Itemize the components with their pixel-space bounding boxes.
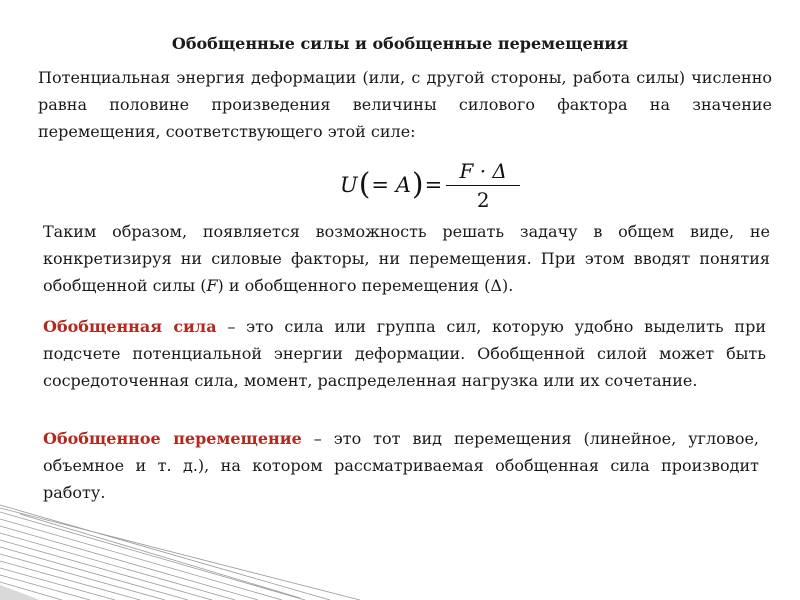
term-generalized-force: Обобщенная сила	[43, 317, 217, 336]
formula-close-paren: )	[411, 167, 424, 202]
paragraph2-text-after: ) и обобщенного перемещения (Δ).	[217, 276, 514, 295]
formula-denominator: 2	[476, 187, 490, 212]
formula-open-paren: (	[358, 167, 371, 202]
generalized-force-definition: – это сила или группа сил, которую удобно выделить при подсчете потенциальной энергии деформации. Обобщенной силой может быть сосредоточенная сила, момент, распределенная нагрузка или их сочетание.	[43, 317, 766, 390]
formula-energy	[340, 160, 520, 210]
paragraph-generalized-force	[43, 313, 766, 394]
paragraph-general-form	[43, 218, 770, 299]
term-generalized-displacement: Обобщенное перемещение	[43, 429, 302, 448]
paragraph2-text-before: Таким образом, появляется возможность решать задачу в общем виде, не конкретизируя ни силовые факторы, ни перемещения. При этом вводят понятия обобщенной силы (	[43, 222, 770, 295]
paragraph-generalized-displacement	[43, 425, 759, 506]
formula-inner: = A	[371, 173, 411, 197]
formula-fraction	[446, 159, 520, 212]
generalized-displacement-definition: – это тот вид перемещения (линейное, угловое, объемное и т. д.), на котором рассматриваемая обобщенная сила производит работу.	[43, 429, 760, 502]
slide-title: Обобщенные силы и обобщенные перемещения	[171, 34, 629, 53]
formula-fraction-bar	[446, 185, 520, 186]
paragraph-potential-energy: Потенциальная энергия деформации (или, с другой стороны, работа силы) численно равна половине произведения величины силового фактора на значение перемещения, соответствующего этой силе:	[38, 68, 772, 141]
formula-equals: =	[424, 173, 443, 197]
formula-u-symbol: U	[340, 173, 358, 197]
symbol-f: F	[206, 276, 218, 295]
formula-numerator: F · Δ	[459, 158, 507, 183]
